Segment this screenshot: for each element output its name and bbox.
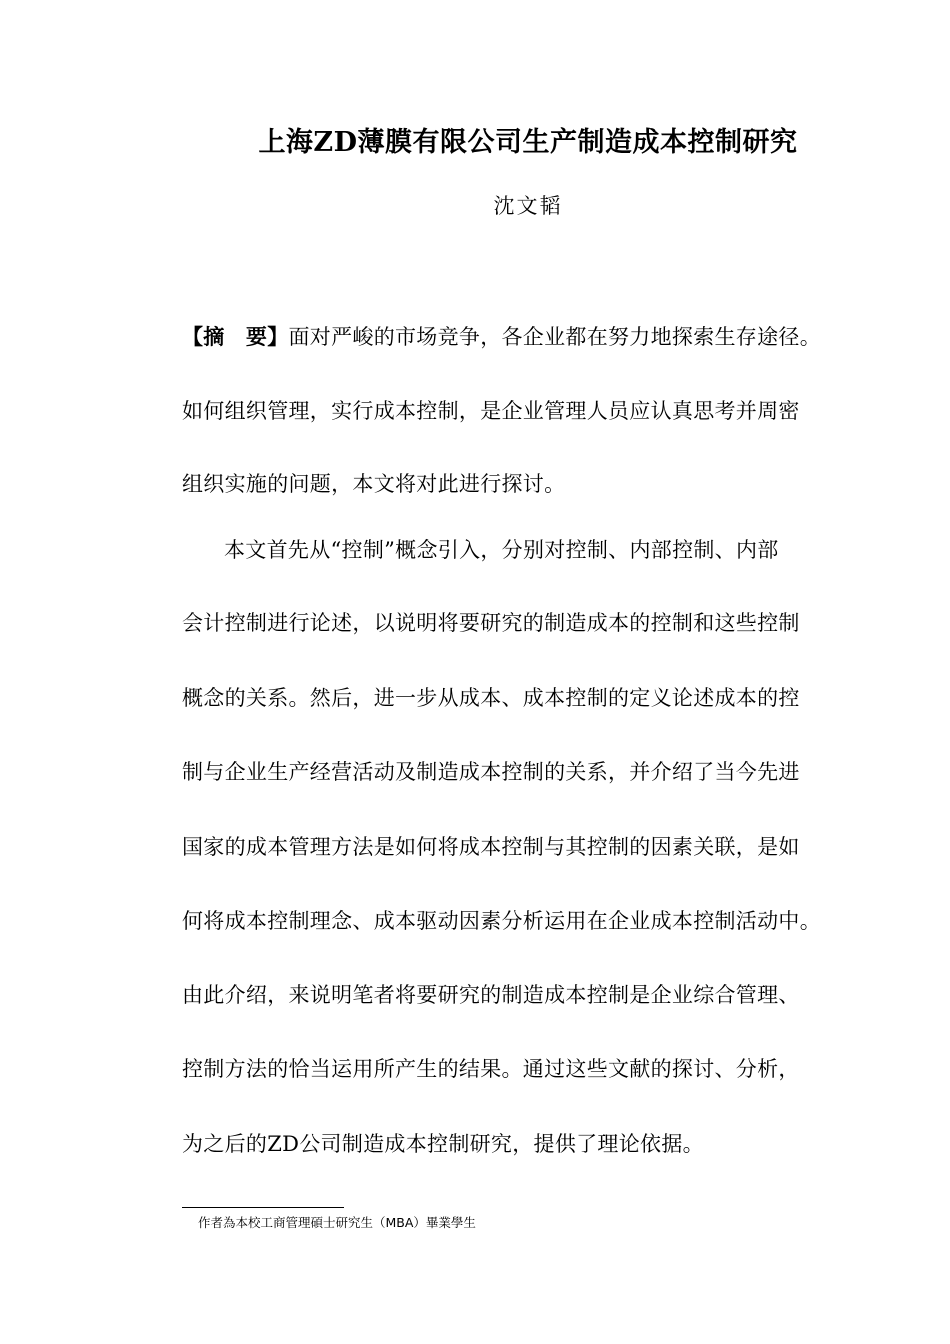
footnote: 作者為本校工商管理碩士研究生（MBA）畢業學生 — [198, 1215, 476, 1230]
body-line: 由此介绍，来说明笔者将要研究的制造成本控制是企业综合管理、 — [182, 983, 800, 1007]
body-line: 会计控制进行论述，以说明将要研究的制造成本的控制和这些控制 — [182, 611, 800, 635]
body-line: 为之后的ZD公司制造成本控制研究，提供了理论依据。 — [182, 1132, 704, 1156]
author-name: 沈文韬 — [493, 194, 563, 218]
body-line: 国家的成本管理方法是如何将成本控制与其控制的因素关联，是如 — [182, 835, 800, 859]
body-line: 制与企业生产经营活动及制造成本控制的关系，并介绍了当今先进 — [182, 760, 800, 784]
body-line: 何将成本控制理念、成本驱动因素分析运用在企业成本控制活动中。 — [182, 909, 821, 933]
paragraph-start-line: 本文首先从“控制”概念引入，分别对控制、内部控制、内部 — [224, 538, 779, 562]
document-title: 上海ZD薄膜有限公司生产制造成本控制研究 — [258, 127, 798, 158]
abstract-line-1 — [182, 321, 821, 351]
body-line: 组织实施的问题，本文将对此进行探讨。 — [182, 472, 566, 496]
body-line: 如何组织管理，实行成本控制，是企业管理人员应认真思考并周密 — [182, 399, 800, 423]
footnote-separator — [182, 1207, 344, 1208]
body-line: 控制方法的恰当运用所产生的结果。通过这些文献的探讨、分析， — [182, 1057, 800, 1081]
body-line: 概念的关系。然后，进一步从成本、成本控制的定义论述成本的控 — [182, 686, 800, 710]
abstract-first-line: 面对严峻的市场竞争，各企业都在努力地探索生存途径。 — [288, 325, 821, 349]
abstract-label: 【摘 要】 — [182, 324, 289, 349]
